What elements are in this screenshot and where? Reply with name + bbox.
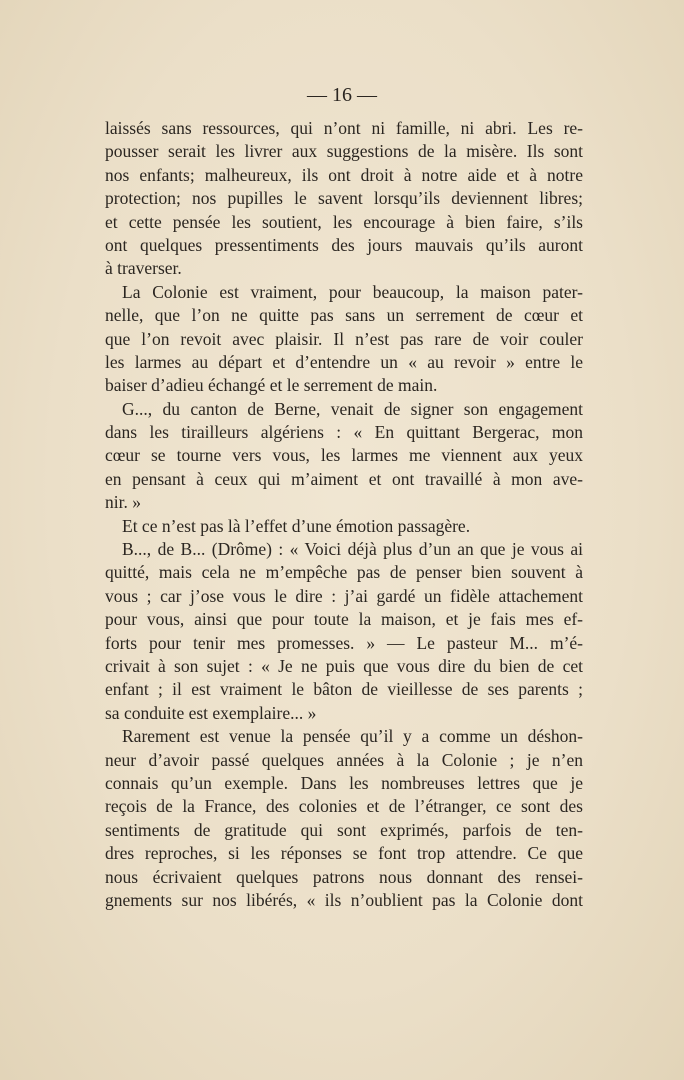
text-line: Et ce n’est pas là l’effet d’une émotion passagère.	[122, 515, 471, 536]
text-line: nir. »	[105, 492, 141, 513]
text-line: dres reproches, si les réponses se font trop attendre. Ce que	[105, 843, 583, 864]
text-line: ont quelques pressentiments des jours mauvais qu’ils auront	[105, 234, 583, 255]
text-line: à traverser.	[105, 258, 182, 279]
text-line: quitté, mais cela ne m’empêche pas de penser bien souvent à	[105, 562, 583, 583]
text-line: forts pour tenir mes promesses. » — Le pasteur M... m’é-	[105, 632, 583, 653]
text-line: dans les tirailleurs algériens : « En quittant Bergerac, mon	[105, 422, 583, 443]
text-line: connais qu’un exemple. Dans les nombreuses lettres que je	[105, 772, 583, 793]
text-line: que l’on revoit avec plaisir. Il n’est pas rare de voir couler	[105, 328, 583, 349]
text-line: cœur se tourne vers vous, les larmes me viennent aux yeux	[105, 445, 583, 466]
text-line: La Colonie est vraiment, pour beaucoup, la maison pater-	[122, 281, 583, 302]
text-line: sa conduite est exemplaire... »	[105, 702, 317, 723]
text-line: nelle, que l’on ne quitte pas sans un serrement de cœur et	[105, 305, 583, 326]
text-line: crivait à son sujet : « Je ne puis que vous dire du bien de cet	[105, 655, 583, 676]
text-line: et cette pensée les soutient, les encourage à bien faire, s’ils	[105, 211, 583, 232]
text-line: les larmes au départ et d’entendre un « au revoir » entre le	[105, 351, 583, 372]
text-line: nos enfants; malheureux, ils ont droit à notre aide et à notre	[105, 164, 583, 185]
page-number: — 16 —	[307, 84, 377, 106]
text-line: baiser d’adieu échangé et le serrement de main.	[105, 375, 438, 396]
text-line: pousser serait les livrer aux suggestions de la misère. Ils sont	[105, 141, 583, 162]
text-line: B..., de B... (Drôme) : « Voici déjà plus d’un an que je vous ai	[122, 539, 583, 560]
text-line: neur d’avoir passé quelques années à la Colonie ; je n’en	[105, 749, 583, 770]
text-line: nous écrivaient quelques patrons nous donnant des rensei-	[105, 866, 583, 887]
text-line: vous ; car j’ose vous le dire : j’ai gardé un fidèle attachement	[105, 585, 583, 606]
text-line: en pensant à ceux qui m’aiment et ont travaillé à mon ave-	[105, 468, 583, 489]
text-line: reçois de la France, des colonies et de l’étranger, ce sont des	[105, 796, 583, 817]
text-line: G..., du canton de Berne, venait de signer son engagement	[122, 398, 583, 419]
text-line: laissés sans ressources, qui n’ont ni famille, ni abri. Les re-	[105, 118, 583, 138]
text-line: pour vous, ainsi que pour toute la maison, et je fais mes ef-	[105, 609, 583, 630]
body-text	[105, 117, 583, 912]
text-line: Rarement est venue la pensée qu’il y a comme un déshon-	[122, 726, 583, 747]
text-line: protection; nos pupilles le savent lorsqu’ils deviennent libres;	[105, 188, 583, 209]
text-line: enfant ; il est vraiment le bâton de vieillesse de ses parents ;	[105, 679, 583, 700]
text-line: sentiments de gratitude qui sont exprimés, parfois de ten-	[105, 819, 583, 840]
text-line: gnements sur nos libérés, « ils n’oublient pas la Colonie dont	[105, 889, 583, 910]
